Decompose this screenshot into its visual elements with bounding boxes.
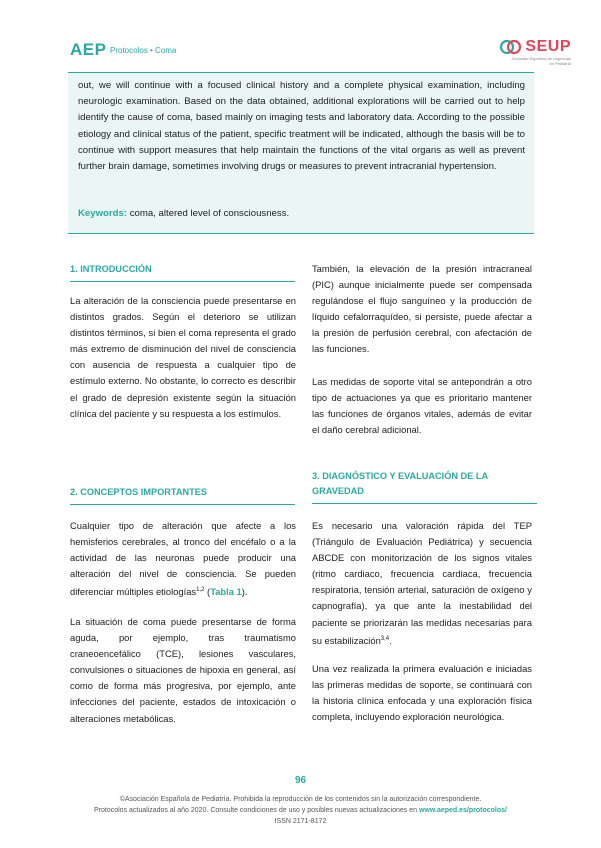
tabla-1-link[interactable]: Tabla 1	[210, 586, 242, 598]
footer-copyright: ©Asociación Española de Pediatría. Prohibida la reproducción de los contenidos sin la autorización correspondiente.	[119, 796, 482, 803]
diag-paragraph-1: Es necesario una valoración rápida del TEP (Triángulo de Evaluación Pediátrica) y secuencia ABCDE con monitorización de los signos vitales (ritmo cardiaco, frecuencia cardiaca, frecuencia respiratoria, tensión arterial, saturación de oxígeno y capnografía), ya que ante la inestabilidad del paciente se priorizarán las medidas necesarias para su estabilización$^{3,4}$.	[312, 520, 532, 646]
keywords-label: Keywords:	[78, 208, 128, 219]
aep-logo: AEP	[70, 40, 107, 59]
concepts-ref: 1,2	[196, 587, 205, 594]
right-paragraph-2: Las medidas de soporte vital se antepondrán a otro tipo de actuaciones ya que es prioritario mantener las funciones de órganos vitales, además de evitar el daño cerebral adicional.	[312, 376, 532, 436]
keywords	[78, 208, 289, 219]
seup-logo	[500, 38, 571, 56]
right-paragraph-1: También, la elevación de la presión intracraneal (PIC) aunque inicialmente puede ser compensada regulándose el flujo sanguíneo y la producción de líquido cefalorraquídeo, si persiste, puede afectar a la presión de perfusión cerebral, con afectación de las funciones.	[312, 263, 532, 355]
diag-ref: 3,4	[380, 635, 390, 642]
footer-update-line	[0, 805, 601, 816]
seup-subtitle: Sociedad Española de Urgencias de Pediatría	[511, 56, 571, 66]
abstract-text: out, we will continue with a focused clinical history and a complete physical examination, including neurologic examination. Based on the data obtained, additional explorations will be carried out to help identify the cause of coma, based mainly on imaging tests and laboratory data. According to the possible etiology and clinical status of the patient, specific treatment will be indicated, although the basis will be to continue with support measures that help maintain the functions of the vital organs as well as prevent further brain damage, sometimes involving drugs or measures to prevent intracranial hypertension.	[78, 80, 525, 173]
concepts-paragraph-1-text: Cualquier tipo de alteración que afecte a los hemisferios cerebrales, al tronco del encéfalo o a la actividad de las neuronas puede producir una alteración del nivel de consciencia. Se pueden diferenciar múltiples etiologías	[70, 520, 296, 598]
keywords-value: coma, altered level of consciousness.	[127, 208, 290, 219]
diag-paragraph-1-text: Es necesario una valoración rápida del TEP (Triángulo de Evaluación Pediátrica) y secuencia ABCDE con monitorización de los signos vitales (ritmo cardiaco, frecuencia cardiaca, frecuencia respiratoria, tensión arterial, saturación de oxígeno y capnografía), ya que ante la inestabilidad del paciente se priorizarán las medidas necesarias para su estabilización	[312, 520, 532, 646]
section-heading-diagnostico: 3. DIAGNÓSTICO Y EVALUACIÓN DE LA GRAVEDAD	[312, 469, 532, 504]
footer-update-text: Protocolos actualizados al año 2020. Consulte condiciones de uso y posibles nuevas actualizaciones en	[94, 807, 419, 814]
seup-emblem-icon	[500, 38, 522, 56]
page-header	[70, 38, 571, 66]
diag-paragraph-2: Una vez realizada la primera evaluación e iniciadas las primeras medidas de soporte, se continuará con la historia clínica enfocada y una exploración física completa, incluyendo exploración neurológica.	[312, 663, 532, 723]
intro-paragraph: La alteración de la consciencia puede presentarse en distintos grados. Según el deterioro se utilizan distintos términos, si bien el coma representa el grado más extremo de disminución del nivel de consciencia con ausencia de respuesta a cualquier tipo de estímulo externo. No obstante, lo correcto es describir el grado de depresión existente según la situación clínica del paciente y su respuesta a los estímulos.	[70, 295, 296, 419]
seup-logo-text: SEUP	[525, 38, 571, 55]
section-heading-conceptos: 2. CONCEPTOS IMPORTANTES	[70, 485, 295, 505]
aeped-protocolos-link[interactable]: www.aeped.es/protocolos/	[418, 807, 507, 814]
page-number: 96	[294, 775, 307, 786]
concepts-paragraph-1: Cualquier tipo de alteración que afecte a los hemisferios cerebrales, al tronco del encéfalo o a la actividad de las neuronas puede producir una alteración del nivel de consciencia. Se pueden diferenciar múltiples etiologías$^{1,2}$ (Tabla 1).	[70, 520, 296, 598]
page-footer	[0, 794, 601, 827]
breadcrumb: Protocolos • Coma	[110, 46, 177, 55]
concepts-paragraph-2: La situación de coma puede presentarse de forma aguda, por ejemplo, tras traumatismo craneoencefálico (TCE), lesiones vasculares, convulsiones o situaciones de hipoxia en general, así como de forma más progresiva, por ejemplo, ante infecciones del paciente, estados de intoxicación o alteraciones metabólicas.	[70, 616, 296, 724]
section-heading-introduccion: 1. INTRODUCCIÓN	[70, 262, 295, 282]
footer-issn: ISSN 2171-8172	[274, 818, 327, 825]
